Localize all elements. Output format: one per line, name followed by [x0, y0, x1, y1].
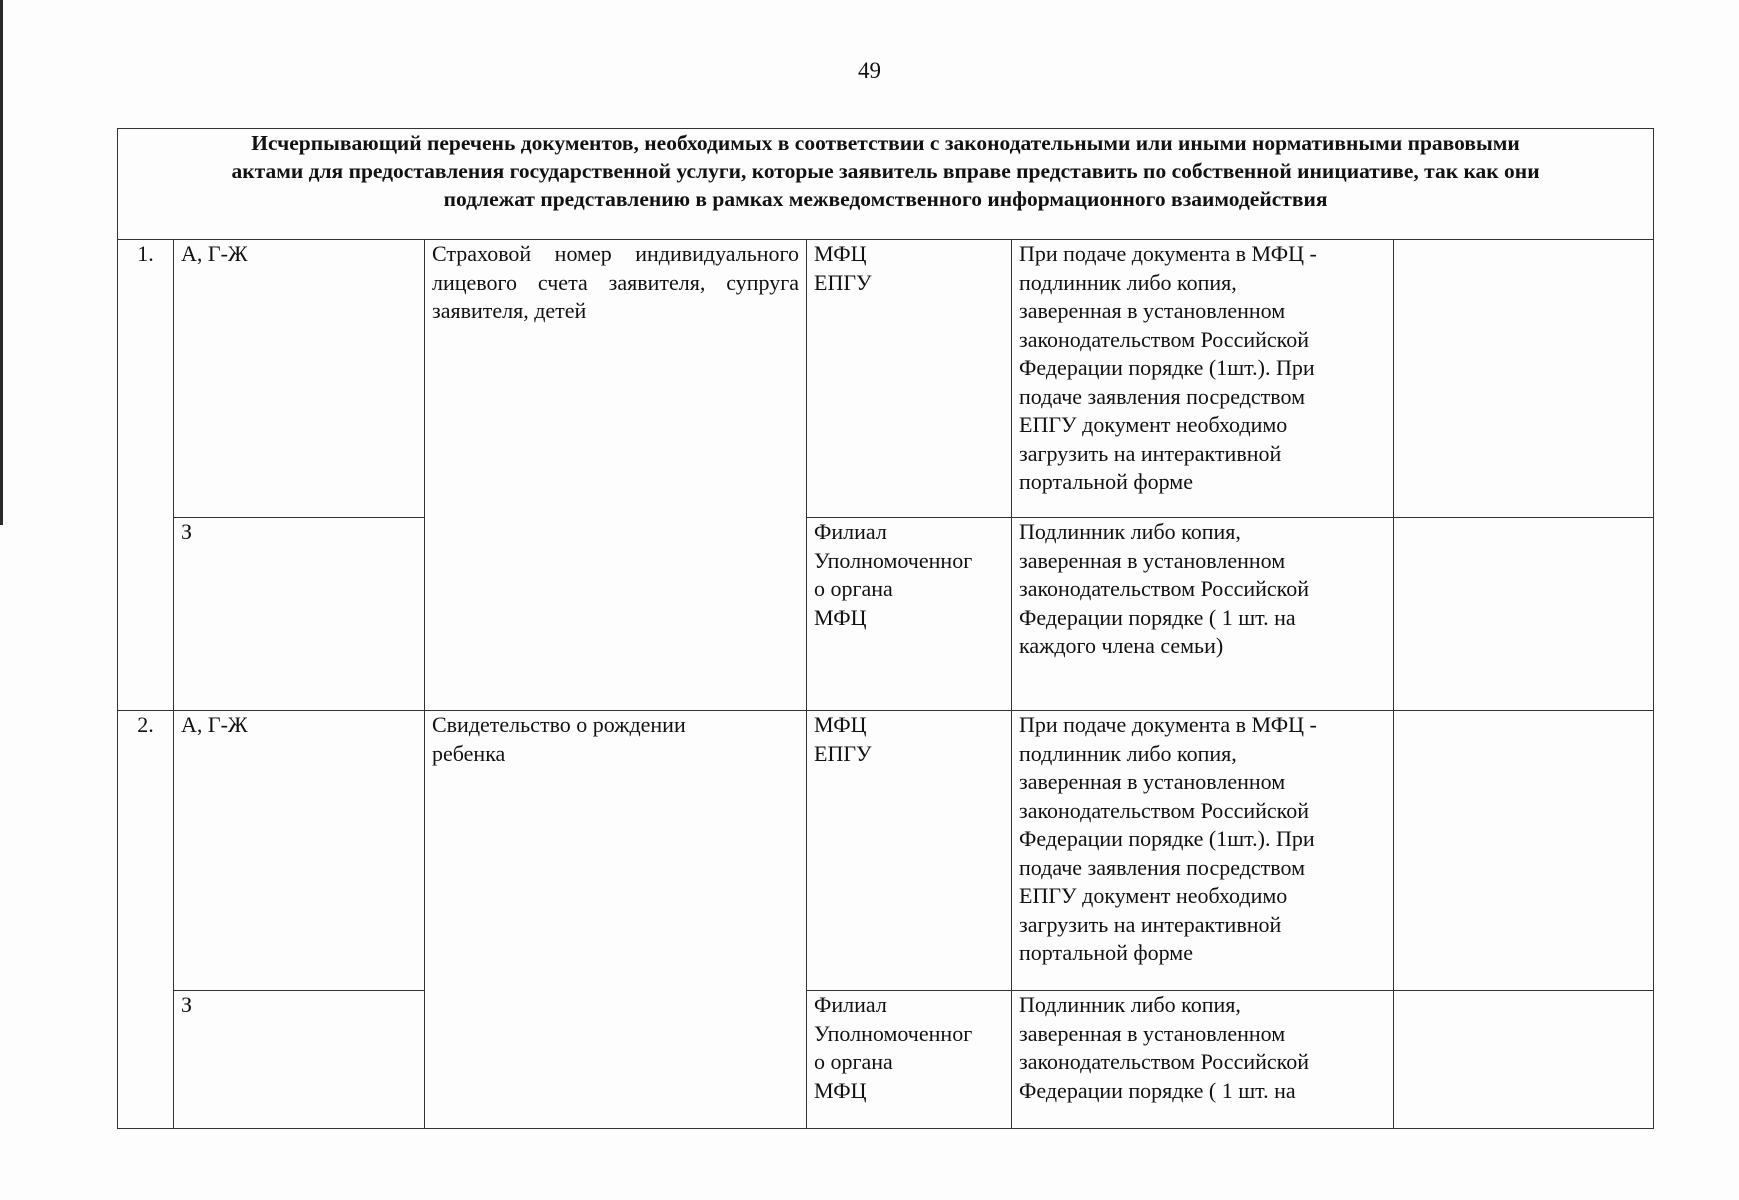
table-row	[118, 518, 1654, 711]
requirement-line: заверенная в установленном	[1019, 547, 1286, 573]
document-name-line: ребенка	[432, 740, 506, 766]
requirement-line: Подлинник либо копия,	[1019, 992, 1241, 1017]
heading-line: подлежат представлению в рамках межведомственного информационного взаимодействия	[443, 187, 1328, 211]
requirement-line: При подаче документа в МФЦ -	[1019, 712, 1317, 737]
requirement-line: ЕПГУ документ необходимо	[1019, 412, 1288, 437]
requirement-cell	[1012, 240, 1394, 518]
source-line: МФЦ	[814, 241, 867, 266]
source-line: ЕПГУ	[814, 740, 872, 766]
source-line: МФЦ	[814, 712, 867, 737]
source-line: Уполномоченног	[814, 547, 973, 573]
requirement-line: Федерации порядке (1шт.). При	[1019, 355, 1315, 380]
requirement-line: заверенная в установленном	[1019, 769, 1286, 794]
requirement-line: подаче заявления посредством	[1019, 854, 1305, 880]
requirement-line: подаче заявления посредством	[1019, 383, 1305, 409]
source-line: Филиал	[814, 992, 887, 1017]
table-row	[118, 711, 1654, 991]
requirement-line: подлинник либо копия,	[1019, 740, 1237, 766]
source-line: Уполномоченног	[814, 1020, 973, 1046]
requirement-line: заверенная в установленном	[1019, 298, 1286, 323]
empty-cell	[1394, 518, 1654, 711]
requirement-line: портальной форме	[1019, 940, 1193, 965]
empty-cell	[1394, 711, 1654, 991]
requirement-line: Федерации порядке ( 1 шт. на	[1019, 1077, 1296, 1103]
documents-table	[117, 128, 1654, 1129]
requirement-line: загрузить на интерактивной	[1019, 911, 1282, 937]
requirement-line: Федерации порядке (1шт.). При	[1019, 826, 1315, 851]
requirement-line: каждого члена семьи)	[1019, 633, 1224, 658]
category-cell: А, Г-Ж	[174, 711, 425, 991]
document-name-cell: Страховой номер индивидуального лицевого счета заявителя, супруга заявителя, детей	[425, 240, 807, 711]
heading-line: Исчерпывающий перечень документов, необходимых в соответствии с законодательными или иными нормативными правовыми	[251, 131, 1520, 155]
requirement-line: законодательством Российской	[1019, 326, 1309, 352]
source-cell	[807, 240, 1012, 518]
requirement-line: ЕПГУ документ необходимо	[1019, 883, 1288, 908]
requirement-cell	[1012, 991, 1394, 1129]
source-cell	[807, 518, 1012, 711]
source-cell	[807, 711, 1012, 991]
source-line: Филиал	[814, 519, 887, 544]
row-number: 1.	[118, 240, 174, 711]
category-cell: З	[174, 991, 425, 1129]
source-cell	[807, 991, 1012, 1129]
requirement-line: подлинник либо копия,	[1019, 269, 1237, 295]
requirement-line: заверенная в установленном	[1019, 1020, 1286, 1046]
empty-cell	[1394, 991, 1654, 1129]
requirement-line: законодательством Российской	[1019, 576, 1309, 601]
requirement-line: загрузить на интерактивной	[1019, 440, 1282, 466]
heading-line: актами для предоставления государственной услуги, которые заявитель вправе представить по собственной инициативе, так как они	[231, 159, 1540, 183]
empty-cell	[1394, 240, 1654, 518]
requirement-cell	[1012, 711, 1394, 991]
requirement-cell	[1012, 518, 1394, 711]
source-line: МФЦ	[814, 604, 867, 630]
category-cell: З	[174, 518, 425, 711]
page-number: 49	[858, 58, 881, 83]
requirement-line: При подаче документа в МФЦ -	[1019, 241, 1317, 266]
requirement-line: Федерации порядке ( 1 шт. на	[1019, 604, 1296, 630]
table-row	[118, 240, 1654, 518]
requirement-line: законодательством Российской	[1019, 1049, 1309, 1074]
row-number: 2.	[118, 711, 174, 1129]
category-cell: А, Г-Ж	[174, 240, 425, 518]
table-heading	[118, 129, 1654, 240]
source-line: МФЦ	[814, 1077, 867, 1103]
source-line: о органа	[814, 1049, 893, 1074]
document-name-cell	[425, 711, 807, 1129]
source-line: ЕПГУ	[814, 269, 872, 295]
document-name-line: Свидетельство о рождении	[432, 712, 686, 737]
table-row	[118, 991, 1654, 1129]
requirement-line: законодательством Российской	[1019, 797, 1309, 823]
requirement-line: портальной форме	[1019, 469, 1193, 494]
source-line: о органа	[814, 576, 893, 601]
table-heading-row	[118, 129, 1654, 240]
requirement-line: Подлинник либо копия,	[1019, 519, 1241, 544]
